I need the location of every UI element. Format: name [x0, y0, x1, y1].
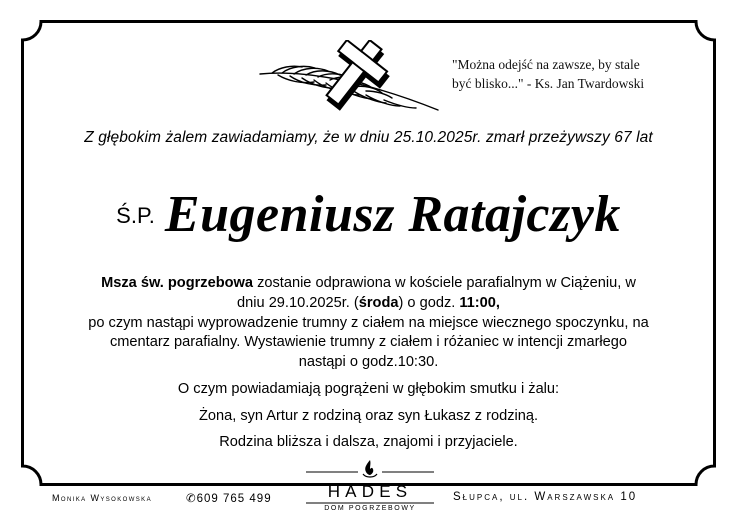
mourners-family: Żona, syn Artur z rodziną oraz syn Łukasz z rodziną.: [198, 408, 539, 424]
deceased-name: Eugeniusz Ratajczyk: [164, 186, 621, 243]
quote-line-2: być blisko..." - Ks. Jan Twardowski: [452, 76, 645, 91]
ceremony-line-3: po czym nastąpi wyprowadzenie trumny z ciałem na miejsce wiecznego spoczynku, na: [88, 314, 649, 331]
ceremony-line-1-text: zostanie odprawiona w kościele parafialnym w Ciążeniu, w: [253, 275, 636, 291]
contact-phone: ✆609 765 499: [186, 493, 272, 505]
logo-name: HADES: [327, 482, 413, 501]
ceremony-date-text: dniu 29.10.2025r. (: [237, 294, 359, 311]
flame-icon: [363, 460, 377, 477]
deceased-prefix: Ś.P.: [116, 203, 155, 228]
date-of-death: 25.10.2025r.: [393, 129, 482, 146]
ceremony-line-5: nastąpi o godz.10:30.: [298, 354, 439, 371]
quote-block: [452, 55, 692, 93]
mourners-others: Rodzina bliższa i dalsza, znajomi i przyjaciele.: [219, 434, 518, 450]
ceremony-line-1: [60, 274, 677, 294]
deceased-heading: [0, 185, 737, 244]
ceremony-time: 11:00,: [459, 294, 500, 311]
mass-label: Msza św. pogrzebowa: [101, 275, 254, 291]
intro-text-middle: zmarł przeżywszy: [481, 129, 615, 146]
logo-subtitle: DOM POGRZEBOWY: [324, 505, 416, 512]
cross-with-palm-branch-icon: [258, 40, 443, 112]
ceremony-line-4: cmentarz parafialny. Wystawienie trumny z ciałem i różaniec w intencji zmarłego: [109, 334, 628, 351]
contact-person: Monika Wysokowska: [52, 493, 152, 503]
ceremony-time-label: ) o godz.: [398, 294, 460, 311]
ceremony-weekday: środa: [358, 294, 399, 311]
ceremony-line-2: [60, 294, 677, 314]
mourners-intro: O czym powiadamiają pogrążeni w głębokim smutku i żalu:: [177, 381, 560, 397]
intro-text-start: Z głębokim żalem zawiadamiamy, że w dniu: [84, 129, 394, 146]
age-at-death: 67 lat: [614, 129, 653, 146]
funeral-home-logo: [300, 458, 440, 520]
announcement-intro: [0, 129, 737, 147]
funeral-details: [60, 274, 677, 373]
quote-line-1: "Można odejść na zawsze, by stale: [452, 57, 640, 72]
funeral-home-address: Słupca, ul. Warszawska 10: [453, 491, 638, 503]
